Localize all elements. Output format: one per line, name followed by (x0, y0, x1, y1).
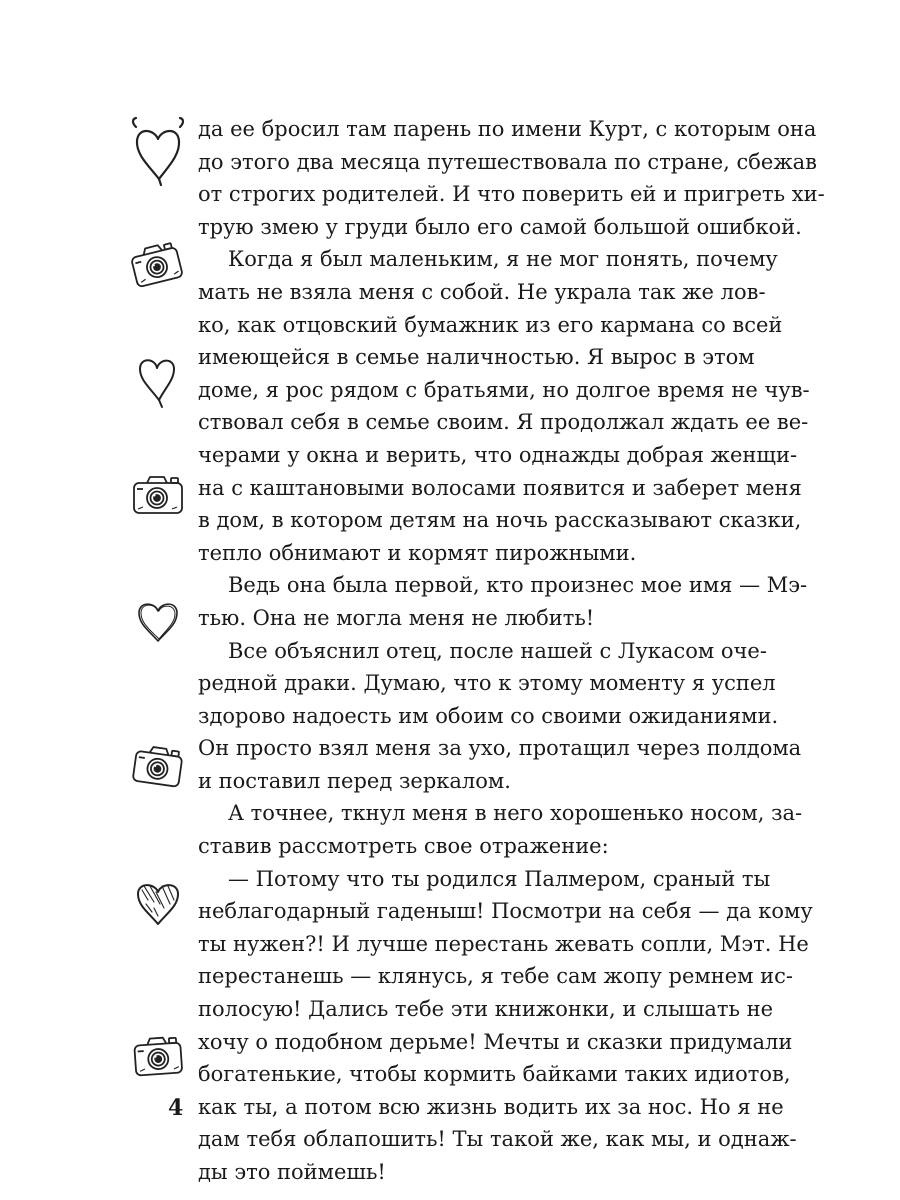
text-line: ставив рассмотреть свое отражение: (198, 834, 609, 859)
heart-scribble-icon (132, 878, 184, 928)
text-line: хочу о подобном дерьме! Мечты и сказки придумали (198, 1029, 793, 1054)
text-line: здорово надоесть им обоим со своими ожиданиями. (198, 703, 779, 728)
text-line: в дом, в котором детям на ночь рассказывают сказки, (198, 508, 802, 533)
text-line: тью. Она не могла меня не любить! (198, 605, 595, 630)
text-line: Все объяснил отец, после нашей с Лукасом оче- (228, 638, 767, 663)
text-line: ды это поймешь! (198, 1160, 386, 1184)
text-line: А точнее, ткнул меня в него хорошенько носом, за- (228, 801, 803, 826)
camera-icon (130, 740, 188, 790)
text-line: перестанешь — клянусь, я тебе сам жопу ремнем ис- (198, 964, 794, 989)
text-line: и поставил перед зеркалом. (198, 768, 511, 793)
paragraph (198, 569, 808, 634)
text-line: ко, как отцовский бумажник из его кармана со всей (198, 312, 783, 337)
text-line: неблагодарный гаденыш! Посмотри на себя — да кому (198, 899, 813, 924)
paragraph (198, 113, 825, 243)
text-line: богатенькие, чтобы кормить байками таких идиотов, (198, 1062, 791, 1087)
text-line: редной драки. Думаю, что к этому моменту я успел (198, 671, 776, 696)
text-line: Ведь она была первой, кто произнес мое имя — Мэ- (228, 573, 808, 598)
camera-icon (130, 1030, 188, 1080)
text-line: до этого два месяца путешествовала по стране, сбежав (198, 149, 818, 174)
body-text (198, 113, 825, 1189)
text-line: черами у окна и верить, что однажды добрая женщи- (198, 442, 798, 467)
text-line: доме, я рос рядом с братьями, но долгое время не чув- (198, 377, 810, 402)
text-line: да ее бросил там парень по имени Курт, с которым она (198, 117, 817, 141)
text-line: тепло обнимают и кормят пирожными. (198, 540, 637, 565)
text-line: ствовал себя в семье своим. Я продолжал ждать ее ве- (198, 410, 809, 435)
text-line: Когда я был маленьким, я не мог понять, почему (228, 247, 778, 272)
paragraph (198, 863, 813, 1189)
text-line: полосую! Дались тебе эти книжонки, и слышать не (198, 997, 774, 1022)
text-line: как ты, а потом всю жизнь водить их за нос. Но я не (198, 1094, 784, 1119)
heart-outline-icon (135, 352, 179, 410)
text-line: мать не взяла меня с собой. Не украла так же лов- (198, 279, 766, 304)
text-line: на с каштановыми волосами появится и заберет меня (198, 475, 802, 500)
text-line: — Потому что ты родился Палмером, сраный ты (228, 866, 771, 891)
paragraph (198, 797, 803, 862)
paragraph (198, 243, 810, 569)
text-line: трую змею у груди было его самой большой ошибкой. (198, 214, 802, 239)
paragraph (198, 635, 802, 798)
text-line: ты нужен?! И лучше перестань жевать сопли, Мэт. Не (198, 931, 809, 956)
text-line: от строгих родителей. И что поверить ей и пригреть хи- (198, 182, 825, 207)
text-line: Он просто взял меня за ухо, протащил через полдома (198, 736, 802, 761)
page-number: 4 (168, 1095, 184, 1121)
text-line: имеющейся в семье наличностью. Я вырос в этом (198, 345, 755, 370)
text-line: дам тебя облапошить! Ты такой же, как мы, и однаж- (198, 1127, 797, 1152)
heart-sketch-icon (133, 597, 183, 645)
camera-icon (130, 470, 186, 518)
camera-icon (128, 238, 186, 288)
heart-swirl-icon (128, 115, 188, 187)
